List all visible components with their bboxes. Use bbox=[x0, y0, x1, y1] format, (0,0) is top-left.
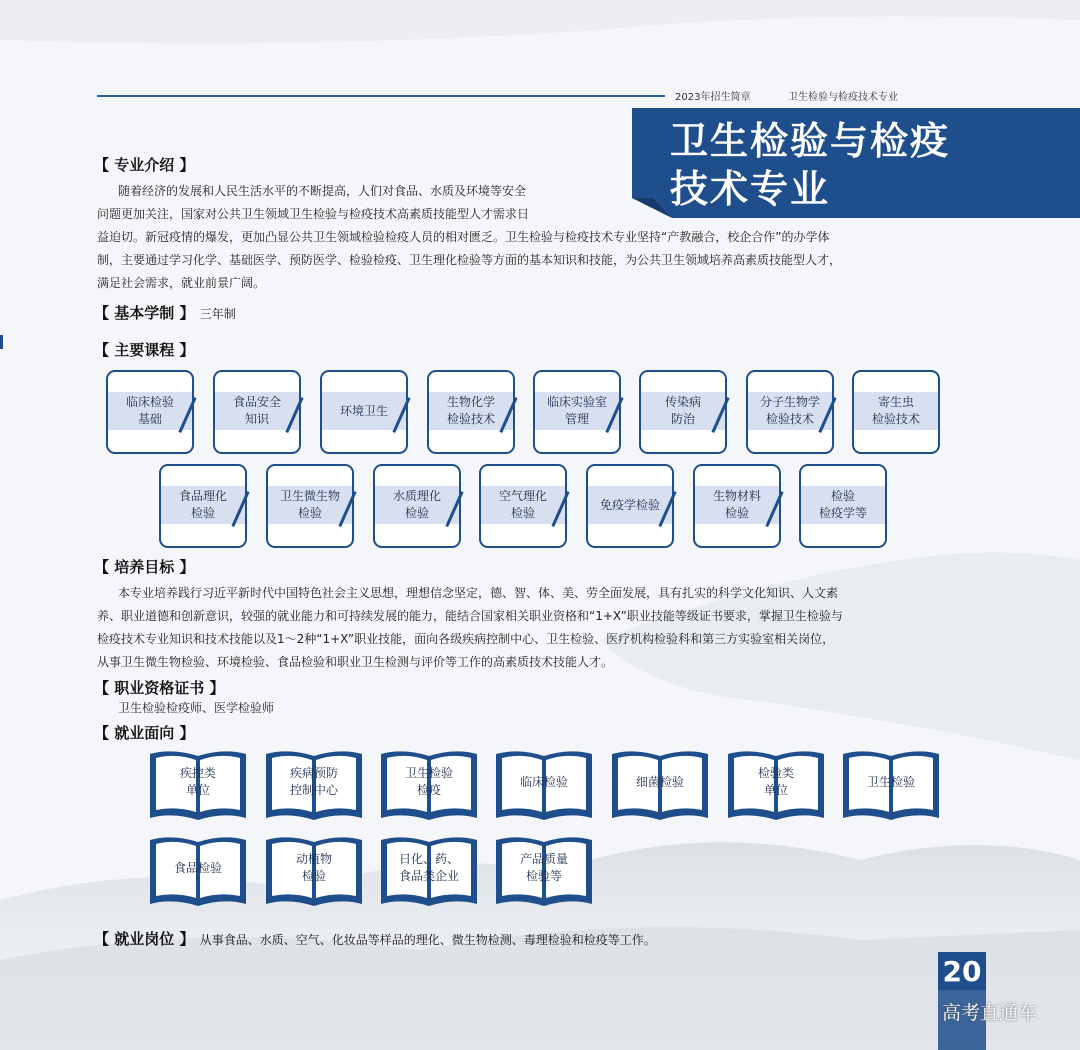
side-marker bbox=[0, 335, 3, 349]
course-label: 临床检验 基础 bbox=[125, 395, 174, 426]
employment-card bbox=[377, 748, 481, 822]
course-card bbox=[799, 464, 887, 550]
goals-line-2: 养、职业道德和创新意识，较强的就业能力和可持续发展的能力，能结合国家相关职业资格和“1+X”职业技能等级证书要求，掌握卫生检验与 bbox=[97, 609, 843, 623]
duration-value: 三年制 bbox=[199, 307, 236, 321]
goals-line-3: 检疫技术专业知识和技术技能以及1～2种“1+X”职业技能，面向各级疾病控制中心、卫生检验、医疗机构检验科和第三方实验室相关岗位， bbox=[97, 632, 835, 646]
course-label: 分子生物学 检验技术 bbox=[759, 395, 820, 426]
employment-label: 检验类 单位 bbox=[757, 766, 794, 797]
employment-label: 动植物 检验 bbox=[295, 852, 332, 883]
course-card bbox=[106, 370, 194, 456]
course-card bbox=[746, 370, 834, 456]
employment-heading: 【 就业面向 】 bbox=[94, 724, 195, 742]
courses-heading: 【 主要课程 】 bbox=[94, 341, 195, 359]
course-label: 生物化学 检验技术 bbox=[446, 395, 495, 426]
course-card bbox=[320, 370, 408, 456]
course-card bbox=[639, 370, 727, 456]
employment-card bbox=[146, 834, 250, 908]
title-line-2: 技术专业 bbox=[670, 167, 831, 211]
employment-card bbox=[724, 748, 828, 822]
certs-heading: 【 职业资格证书 】 bbox=[94, 679, 225, 697]
watermark: 高考直通车 bbox=[942, 1002, 1038, 1024]
intro-line-2: 问题更加关注，国家对公共卫生领域卫生检验与检疫技术高素质技能型人才需求日 bbox=[97, 207, 530, 221]
course-label: 生物材料 检验 bbox=[712, 489, 761, 520]
duration-heading: 【 基本学制 】 bbox=[94, 304, 195, 322]
intro-line-1: 随着经济的发展和人民生活水平的不断提高，人们对食品、水质及环境等安全 bbox=[118, 184, 527, 198]
intro-line-5: 满足社会需求，就业前景广阔。 bbox=[97, 276, 266, 290]
intro-line-4: 制，主要通过学习化学、基础医学、预防医学、检验检疫、卫生理化检验等方面的基本知识和技能，为公共卫生领域培养高素质技能型人才， bbox=[97, 253, 842, 267]
employment-label: 卫生检验 bbox=[866, 774, 915, 789]
positions-heading: 【 就业岗位 】 bbox=[94, 930, 195, 948]
employment-card bbox=[839, 748, 943, 822]
intro-heading: 【 专业介绍 】 bbox=[94, 156, 195, 174]
certs-value: 卫生检验检疫师、医学检验师 bbox=[118, 701, 275, 715]
employment-card bbox=[492, 834, 596, 908]
page-number: 20 bbox=[938, 952, 986, 990]
course-label: 空气理化 检验 bbox=[498, 489, 547, 520]
employment-label: 日化、药、 食品类企业 bbox=[398, 852, 459, 883]
goals-heading: 【 培养目标 】 bbox=[94, 558, 195, 576]
course-card bbox=[586, 464, 674, 550]
course-label: 免疫学检验 bbox=[599, 497, 660, 512]
employment-label: 细菌检验 bbox=[635, 774, 684, 789]
employment-card bbox=[377, 834, 481, 908]
positions-value: 从事食品、水质、空气、化妆品等样品的理化、微生物检测、毒理检验和检疫等工作。 bbox=[199, 933, 656, 947]
intro-line-3: 益迫切。新冠疫情的爆发，更加凸显公共卫生领域检验检疫人员的相对匮乏。卫生检验与检疫技术专业坚持“产教融合，校企合作”的办学体 bbox=[97, 230, 830, 244]
course-card bbox=[852, 370, 940, 456]
course-card bbox=[693, 464, 781, 550]
course-label: 寄生虫 检验技术 bbox=[871, 395, 920, 426]
employment-label: 疾控类 单位 bbox=[179, 766, 216, 797]
employment-card bbox=[146, 748, 250, 822]
employment-card bbox=[492, 748, 596, 822]
course-card bbox=[373, 464, 461, 550]
course-card bbox=[213, 370, 301, 456]
course-label: 检验 检疫学等 bbox=[818, 489, 867, 520]
employment-label: 卫生检验 检疫 bbox=[404, 766, 453, 797]
title-line-1: 卫生检验与检疫 bbox=[670, 119, 951, 163]
duration-row bbox=[94, 302, 236, 323]
employment-card bbox=[262, 748, 366, 822]
course-label: 环境卫生 bbox=[339, 403, 388, 418]
course-label: 卫生微生物 检验 bbox=[279, 489, 340, 520]
goals-line-1: 本专业培养践行习近平新时代中国特色社会主义思想，理想信念坚定，德、智、体、美、劳全面发展，具有扎实的科学文化知识、人文素 bbox=[118, 586, 839, 600]
course-card bbox=[159, 464, 247, 550]
employment-label: 疾病预防 控制中心 bbox=[289, 766, 338, 797]
employment-label: 食品检验 bbox=[173, 860, 222, 875]
course-label: 食品安全 知识 bbox=[232, 395, 281, 426]
header-year: 2023年招生简章 bbox=[675, 92, 751, 103]
course-card bbox=[266, 464, 354, 550]
course-label: 传染病 防治 bbox=[664, 395, 701, 426]
goals-line-4: 从事卫生微生物检验、环境检验、食品检验和职业卫生检测与评价等工作的高素质技术技能人才。 bbox=[97, 655, 614, 669]
employment-label: 产品质量 检验等 bbox=[519, 852, 568, 883]
page-title bbox=[670, 117, 950, 213]
employment-label: 临床检验 bbox=[519, 774, 568, 789]
course-card bbox=[533, 370, 621, 456]
course-label: 水质理化 检验 bbox=[392, 489, 441, 520]
course-card bbox=[479, 464, 567, 550]
course-card bbox=[427, 370, 515, 456]
employment-card bbox=[608, 748, 712, 822]
employment-card bbox=[262, 834, 366, 908]
course-label: 临床实验室 管理 bbox=[546, 395, 607, 426]
course-label: 食品理化 检验 bbox=[178, 489, 227, 520]
header-major: 卫生检验与检疫技术专业 bbox=[788, 92, 898, 103]
positions-row bbox=[94, 928, 656, 949]
header-rule bbox=[97, 95, 665, 97]
